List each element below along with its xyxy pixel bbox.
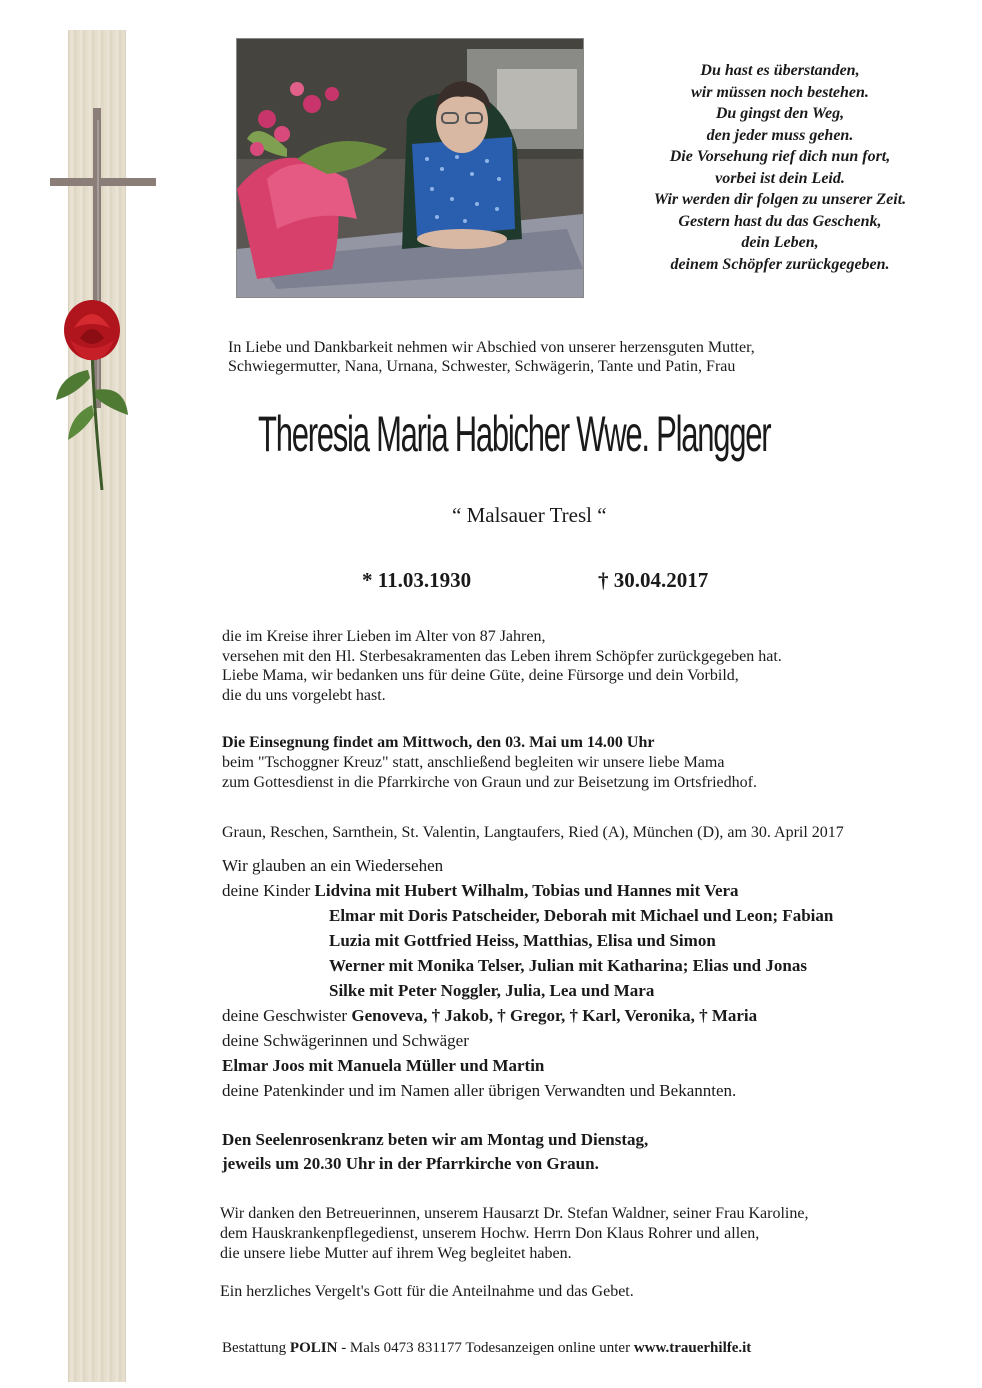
siblings-row <box>222 1003 833 1028</box>
funeral-line: zum Gottesdienst in die Pfarrkirche von Graun und zur Beisetzung im Ortsfriedhof. <box>222 774 757 791</box>
child-entry: Silke mit Peter Noggler, Julia, Lea und Mara <box>329 981 655 1000</box>
thanks-line: Wir danken den Betreuerinnen, unserem Hausarzt Dr. Stefan Waldner, seiner Frau Karoline, <box>220 1205 809 1222</box>
life-text <box>222 627 782 705</box>
life-line: versehen mit den Hl. Sterbesakramenten das Leben ihrem Schöpfer zurückgegeben hat. <box>222 647 782 665</box>
birth-date: * 11.03.1930 <box>362 568 472 592</box>
poem-line: wir müssen noch bestehen. <box>691 83 869 101</box>
child-entry: Luzia mit Gottfried Heiss, Matthias, Elisa und Simon <box>329 931 716 950</box>
footer-prefix: Bestattung <box>222 1340 287 1356</box>
poem-line: Gestern hast du das Geschenk, <box>678 212 882 230</box>
rosary-line: jeweils um 20.30 Uhr in der Pfarrkirche von Graun. <box>222 1154 599 1173</box>
poem-line: dein Leben, <box>741 234 819 251</box>
rosary-info <box>222 1128 648 1176</box>
closing-text: Ein herzliches Vergelt's Gott für die Anteilnahme und das Gebet. <box>220 1283 634 1300</box>
thanks-line: die unsere liebe Mutter auf ihrem Weg begleitet haben. <box>220 1245 572 1262</box>
poem-line: Du hast es überstanden, <box>700 62 860 79</box>
rose-icon <box>50 290 130 490</box>
child-entry: Werner mit Monika Telser, Julian mit Katharina; Elias und Jonas <box>329 956 807 975</box>
poem-line: Wir werden dir folgen zu unserer Zeit. <box>653 191 907 208</box>
intro-line: In Liebe und Dankbarkeit nehmen wir Abschied von unserer herzensguten Mutter, <box>228 339 755 356</box>
inlaws-label: deine Schwägerinnen und Schwäger <box>222 1031 469 1050</box>
place-date: Graun, Reschen, Sarnthein, St. Valentin, Langtaufers, Ried (A), München (D), am 30. April 2017 <box>222 824 844 841</box>
mourners-list <box>222 853 833 1103</box>
life-line: Liebe Mama, wir bedanken uns für deine Güte, deine Fürsorge und dein Vorbild, <box>222 667 739 684</box>
life-line: die im Kreise ihrer Lieben im Alter von 87 Jahren, <box>222 628 546 645</box>
funeral-line: beim "Tschoggner Kreuz" statt, anschließend begleiten wir unsere liebe Mama <box>222 754 725 771</box>
siblings-label: deine Geschwister <box>222 1006 348 1025</box>
inlaws-names: Elmar Joos mit Manuela Müller und Martin <box>222 1056 545 1075</box>
godchildren-line: deine Patenkinder und im Namen aller übrigen Verwandten und Bekannten. <box>222 1081 737 1100</box>
children-label: deine Kinder <box>222 881 311 900</box>
thanks-text <box>220 1204 808 1264</box>
cross-crossbar <box>50 178 156 186</box>
poem-line: deinem Schöpfer zurückgegeben. <box>670 255 890 273</box>
death-date: † 30.04.2017 <box>598 568 709 592</box>
child-entry: Elmar mit Doris Patscheider, Deborah mit Michael und Leon; Fabian <box>329 906 834 925</box>
mourners-heading: Wir glauben an ein Wiedersehen <box>222 856 444 875</box>
child-entry: Lidvina mit Hubert Wilhalm, Tobias und Hannes mit Vera <box>314 881 739 900</box>
funeral-headline: Die Einsegnung findet am Mittwoch, den 03. Mai um 14.00 Uhr <box>222 734 655 751</box>
poem-line: vorbei ist dein Leid. <box>715 169 845 187</box>
thanks-line: dem Hauskrankenpflegedienst, unserem Hochw. Herrn Don Klaus Rohrer und allen, <box>220 1225 760 1242</box>
life-line: die du uns vorgelebt hast. <box>222 686 386 704</box>
poem-line: Du gingst den Weg, <box>715 105 845 122</box>
footer <box>222 1340 751 1357</box>
portrait-photo <box>236 38 584 298</box>
footer-contact: - Mals 0473 831177 Todesanzeigen online unter <box>341 1340 631 1356</box>
intro-text <box>228 338 755 376</box>
poem-line: den jeder muss gehen. <box>706 126 854 144</box>
website-link[interactable]: www.trauerhilfe.it <box>633 1340 752 1356</box>
deceased-name: Theresia Maria Habicher Wwe. Plangger <box>258 406 771 462</box>
memorial-poem <box>620 60 940 275</box>
rosary-line: Den Seelenrosenkranz beten wir am Montag und Dienstag, <box>222 1130 649 1149</box>
children-row <box>222 878 833 903</box>
poem-line: Die Vorsehung rief dich nun fort, <box>669 148 891 165</box>
intro-line: Schwiegermutter, Nana, Urnana, Schwester, Schwägerin, Tante und Patin, Frau <box>228 358 736 375</box>
nickname: “ Malsauer Tresl “ <box>452 503 607 527</box>
funeral-info <box>222 733 757 793</box>
siblings-names: Genoveva, † Jakob, † Gregor, † Karl, Veronika, † Maria <box>351 1006 758 1025</box>
undertaker-name: POLIN <box>289 1340 338 1356</box>
